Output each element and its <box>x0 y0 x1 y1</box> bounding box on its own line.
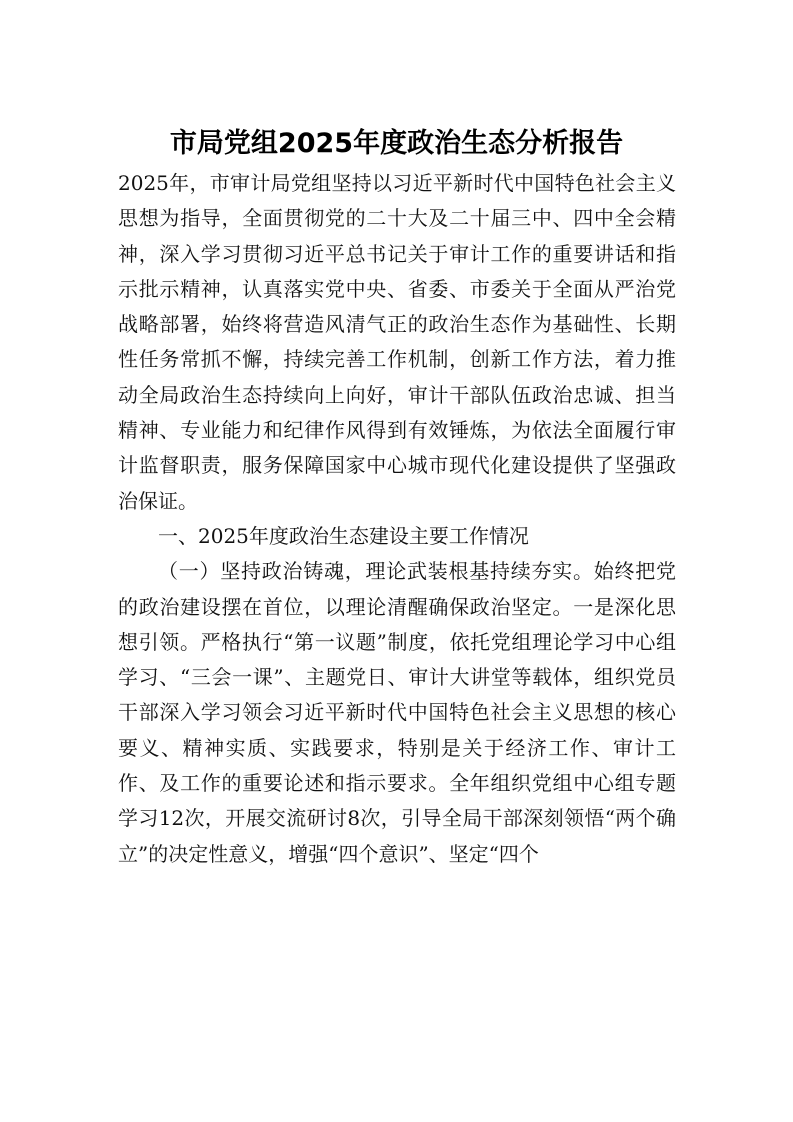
document-title: 市局党组2025年度政治生态分析报告 <box>169 128 624 159</box>
document-body <box>118 166 676 872</box>
subsection-paragraph: （一）坚持政治铸魂，理论武装根基持续夯实。始终把党的政治建设摆在首位，以理论清醒确保政治坚定。一是深化思想引领。严格执行“第一议题”制度，依托党组理论学习中心组学习、“三会一课”、主题党日、审计大讲堂等载体，组织党员干部深入学习领会习近平新时代中国特色社会主义思想的核心要义、精神实质、实践要求，特别是关于经济工作、审计工作、及工作的重要论述和指示要求。全年组织党组中心组专题学习12次，开展交流研讨8次，引导全局干部深刻领悟“两个确立”的决定性意义，增强“四个意识”、坚定“四个 <box>118 559 676 866</box>
intro-paragraph: 2025年，市审计局党组坚持以习近平新时代中国特色社会主义思想为指导，全面贯彻党的二十大及二十届三中、四中全会精神，深入学习贯彻习近平总书记关于审计工作的重要讲话和指示批示精神，认真落实党中央、省委、市委关于全面从严治党战略部署，始终将营造风清气正的政治生态作为基础性、长期性任务常抓不懈，持续完善工作机制，创新工作方法，着力推动全局政治生态持续向上向好，审计干部队伍政治忠诚、担当精神、专业能力和纪律作风得到有效锤炼，为依法全面履行审计监督职责，服务保障国家中心城市现代化建设提供了坚强政治保证。 <box>118 171 676 513</box>
section-heading: 一、2025年度政治生态建设主要工作情况 <box>158 523 529 548</box>
